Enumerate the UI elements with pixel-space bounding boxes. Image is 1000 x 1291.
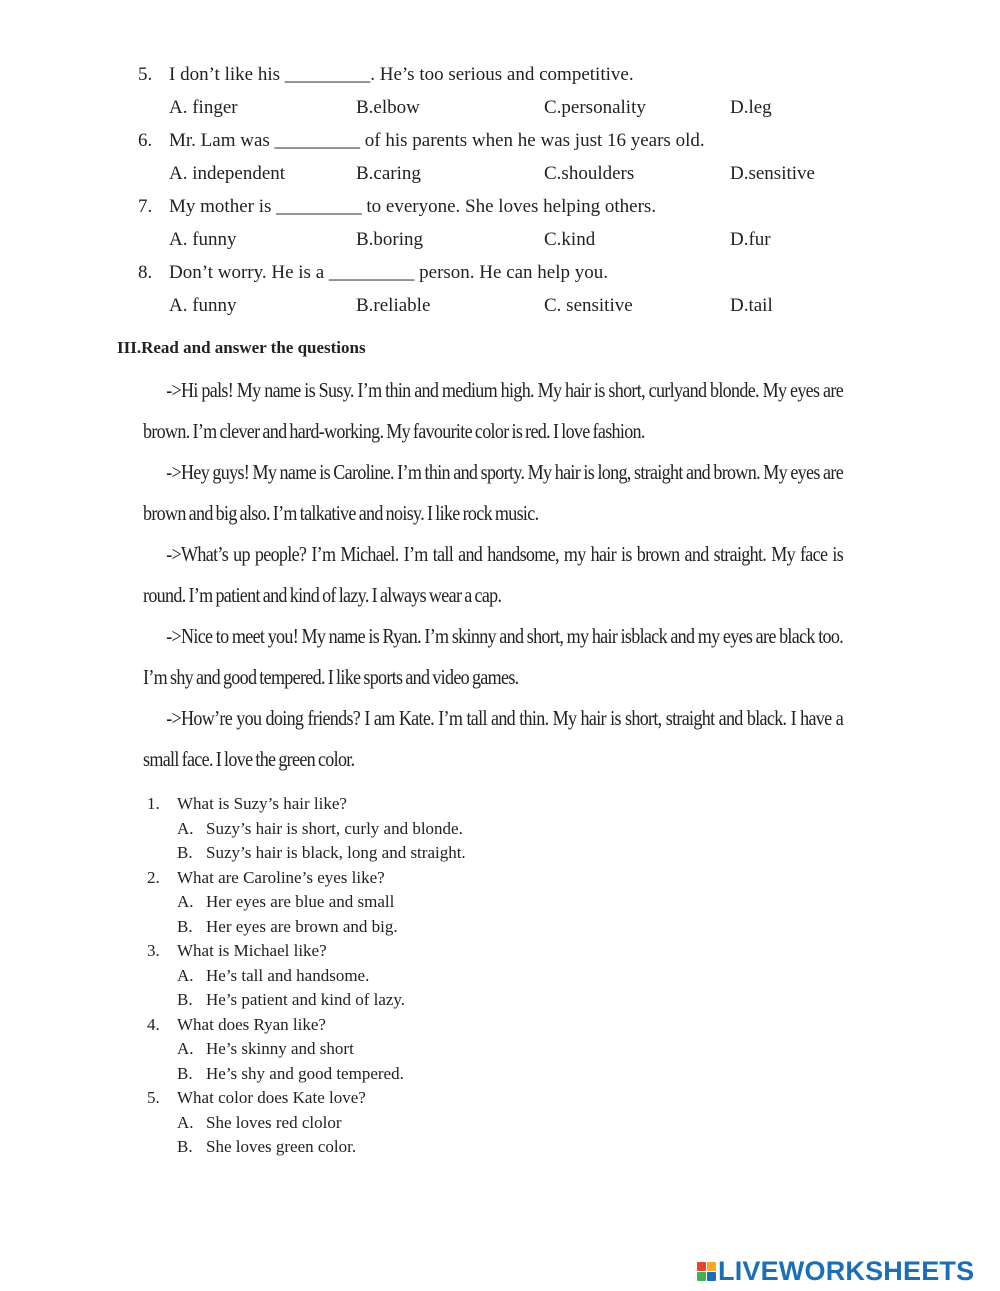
question-number: 5. (138, 64, 153, 85)
option-d[interactable]: D.sensitive (730, 163, 815, 184)
question-number: 8. (138, 262, 153, 283)
liveworksheets-logo[interactable] (697, 1257, 974, 1285)
question-text: I don’t like his _________. He’s too serious and competitive. (169, 64, 634, 85)
answer-text: Suzy’s hair is short, curly and blonde. (206, 818, 463, 838)
logo-square-red (697, 1262, 706, 1271)
answer-text: He’s shy and good tempered. (206, 1063, 404, 1083)
answer-option[interactable] (147, 1037, 647, 1062)
question-item-5 (147, 1086, 647, 1160)
question-text: Mr. Lam was _________ of his parents when he was just 16 years old. (169, 130, 705, 151)
option-b[interactable]: B.elbow (356, 97, 420, 118)
answer-text: Suzy’s hair is black, long and straight. (206, 843, 466, 862)
options-row (138, 157, 898, 190)
logo-text: LIVEWORKSHEETS (718, 1255, 975, 1286)
passage-kate: ->How’re you doing friends? I am Kate. I’m tall and thin. My hair is short, straight and black. I have a small face. I love the green color. (143, 706, 844, 771)
question-number: 2. (147, 867, 160, 887)
option-a[interactable]: A. funny (169, 229, 237, 250)
answer-text: He’s skinny and short (206, 1039, 354, 1058)
question-text: What is Suzy’s hair like? (177, 794, 347, 813)
question-line (138, 124, 898, 157)
answer-text: She loves red clolor (206, 1112, 342, 1132)
answer-label: A. (177, 1039, 194, 1058)
mcq-item-5 (138, 58, 898, 124)
answer-label: A. (177, 1112, 194, 1132)
option-b[interactable]: B.reliable (356, 295, 431, 316)
option-d[interactable]: D.tail (730, 295, 773, 316)
reading-passages (143, 370, 843, 780)
answer-text: Her eyes are brown and big. (206, 916, 398, 936)
answer-option[interactable] (147, 1135, 647, 1160)
answer-text: He’s patient and kind of lazy. (206, 990, 406, 1009)
answer-label: A. (177, 965, 194, 985)
option-a[interactable]: A. finger (169, 97, 238, 118)
answer-option[interactable] (147, 1062, 647, 1087)
option-d[interactable]: D.fur (730, 229, 771, 250)
passage-ryan: ->Nice to meet you! My name is Ryan. I’m skinny and short, my hair isblack and my eyes are black too. I’m shy and good tempered. I like sports and video games. (143, 624, 844, 689)
question (147, 939, 647, 964)
question-number: 3. (147, 941, 160, 960)
question-text: What is Michael like? (177, 941, 327, 960)
question-item-4 (147, 1013, 647, 1087)
passage-caroline: ->Hey guys! My name is Caroline. I’m thin and sporty. My hair is long, straight and brown. My eyes are brown and big also. I’m talkative and noisy. I like rock music. (143, 460, 844, 525)
mcq-item-7 (138, 190, 898, 256)
passage-susy: ->Hi pals! My name is Susy. I’m thin and medium high. My hair is short, curlyand blonde. My eyes are brown. I’m clever and hard-working. My favourite color is red. I love fashion. (143, 378, 844, 443)
mcq-item-6 (138, 124, 898, 190)
logo-square-green (697, 1272, 706, 1281)
answer-option[interactable] (147, 988, 647, 1013)
option-a[interactable]: A. independent (169, 163, 286, 184)
question (147, 866, 647, 891)
question-line (138, 58, 898, 91)
question-text: What does Ryan like? (177, 1014, 326, 1034)
answer-text: He’s tall and handsome. (206, 965, 370, 985)
answer-option[interactable] (147, 817, 647, 842)
question-text: My mother is _________ to everyone. She loves helping others. (169, 196, 657, 217)
option-d[interactable]: D.leg (730, 97, 772, 118)
question-item-3 (147, 939, 647, 1013)
answer-option[interactable] (147, 964, 647, 989)
option-b[interactable]: B.caring (356, 163, 421, 184)
answer-label: B. (177, 843, 193, 862)
question-number: 7. (138, 196, 153, 217)
section-title: III.Read and answer the questions (117, 338, 366, 357)
question-item-2 (147, 866, 647, 940)
question-number: 6. (138, 130, 153, 151)
question-number: 5. (147, 1088, 160, 1107)
question (147, 1086, 647, 1111)
mcq-item-8 (138, 256, 898, 322)
question (147, 792, 647, 817)
question-item-1 (147, 792, 647, 866)
answer-option[interactable] (147, 841, 647, 866)
options-row (138, 91, 898, 124)
option-a[interactable]: A. funny (169, 295, 237, 316)
options-row (138, 289, 898, 322)
options-row (138, 223, 898, 256)
answer-label: A. (177, 892, 194, 911)
answer-option[interactable] (147, 890, 647, 915)
option-c[interactable]: C.kind (544, 229, 596, 250)
answer-label: B. (177, 1063, 193, 1083)
logo-square-blue (707, 1272, 716, 1281)
answer-label: A. (177, 818, 194, 838)
comprehension-questions (147, 792, 647, 1160)
question-text: Don’t worry. He is a _________ person. He can help you. (169, 262, 609, 283)
option-c[interactable]: C.shoulders (544, 163, 635, 184)
question (147, 1013, 647, 1038)
answer-text: She loves green color. (206, 1137, 357, 1156)
answer-label: B. (177, 1137, 193, 1156)
logo-square-orange (707, 1262, 716, 1271)
passage-michael: ->What’s up people? I’m Michael. I’m tall and handsome, my hair is brown and straight. My face is round. I’m patient and kind of lazy. I always wear a cap. (143, 542, 844, 607)
answer-text: Her eyes are blue and small (206, 892, 395, 911)
answer-label: B. (177, 916, 193, 936)
question-line (138, 256, 898, 289)
answer-label: B. (177, 990, 193, 1009)
option-c[interactable]: C.personality (544, 97, 646, 118)
answer-option[interactable] (147, 1111, 647, 1136)
multiple-choice-section (138, 58, 898, 322)
question-number: 4. (147, 1014, 160, 1034)
option-b[interactable]: B.boring (356, 229, 424, 250)
question-number: 1. (147, 794, 160, 813)
answer-option[interactable] (147, 915, 647, 940)
logo-mark-icon (697, 1262, 716, 1281)
question-text: What are Caroline’s eyes like? (177, 867, 385, 887)
option-c[interactable]: C. sensitive (544, 295, 633, 316)
question-text: What color does Kate love? (177, 1088, 366, 1107)
question-line (138, 190, 898, 223)
